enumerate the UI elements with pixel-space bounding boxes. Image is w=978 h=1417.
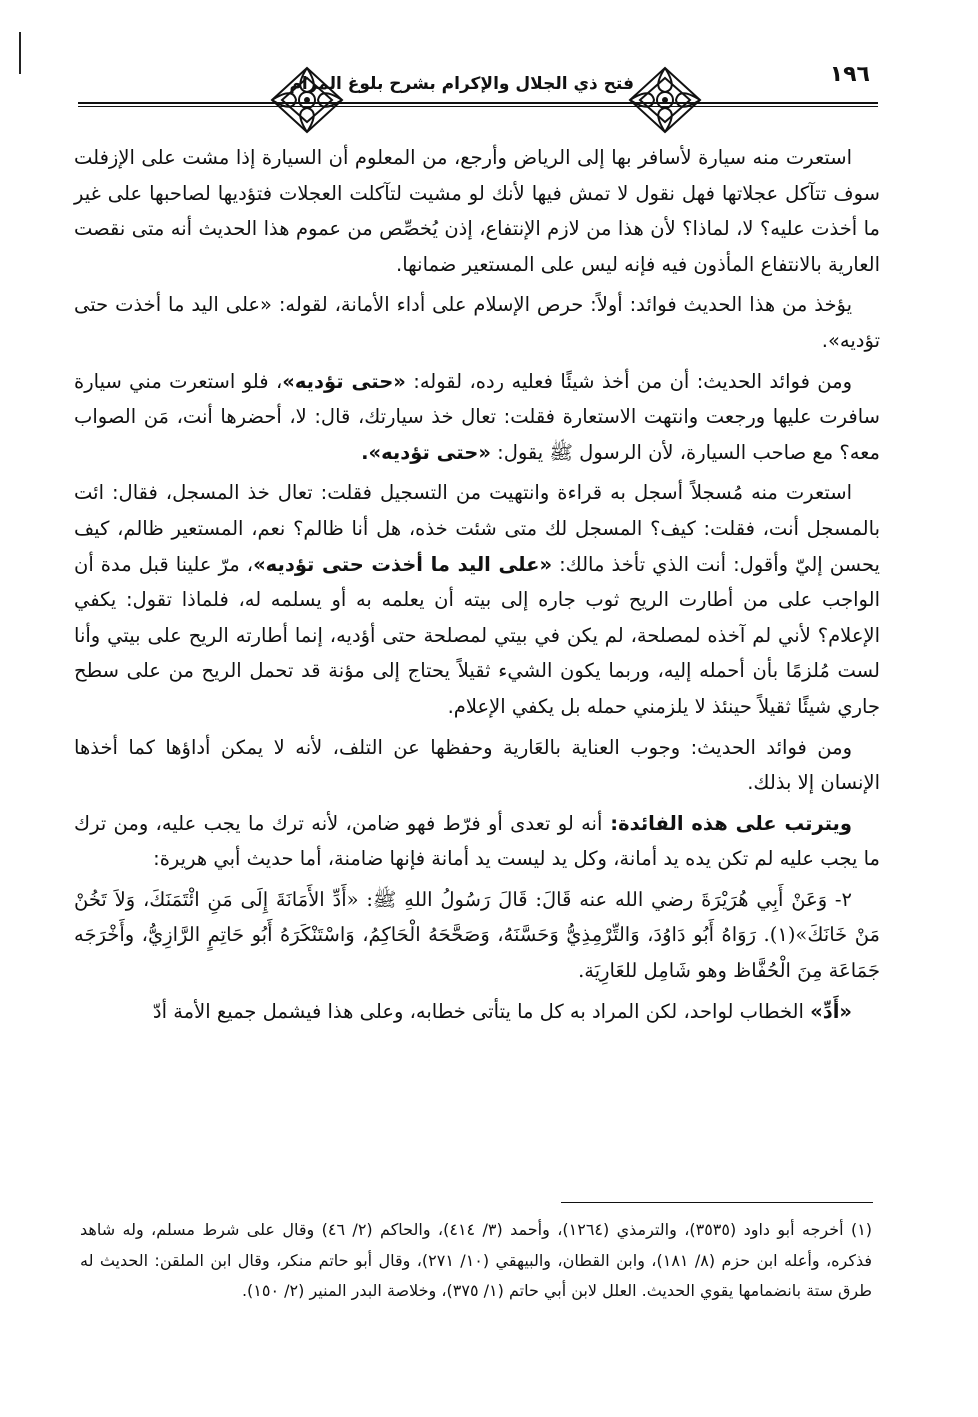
header-rule-top bbox=[78, 102, 878, 104]
ornament-right-icon bbox=[626, 64, 704, 136]
hadith-text: ٢- وَعَنْ أَبِي هُرَيْرَةَ رضي الله عنه قَالَ: قَالَ رَسُولُ اللهِ ﷺ: «أَدِّ الأَمَانَةَ إِلَى مَنِ ائْتَمَنَكَ، وَلاَ تَخُنْ مَنْ خَانَكَ»(١). رَوَاهُ أَبُو دَاوُدَ، وَالتِّرْمِذِيُّ وَحَسَّنَهُ، وَصَحَّحَهُ الْحَاكِمُ، وَاسْتَنْكَرَهُ أَبُو حَاتِمٍ الرَّازِيُّ، وأَخْرَجَه جَمَاعَة مِنَ الْحُفَّاظ وهو شَامِل للعَارِيَة. bbox=[74, 887, 881, 983]
quote-hatta-tuaddiyah-2: «حتى تؤديه». bbox=[361, 440, 491, 464]
paragraph-6-text: أنه لو تعدى أو فرّط فهو ضامن، لأنه ترك ما يجب عليه، ومن ترك ما يجب عليه لم تكن يده يد أمانة، وكل يد ليست يد أمانة فإنها ضامنة، أما حديث أبي هريرة: bbox=[74, 811, 880, 871]
paragraph-3 bbox=[74, 364, 880, 471]
paragraph-3-text-c: ، فلو استعرت مني سيارة سافرت عليها ورجعت وانتهت الاستعارة فقلت: تعال خذ سيارتك، قال: لا، أحضرها أنت، مَن الصواب معه؟ مع صاحب السيارة، لأن الرسول ﷺ يقول: bbox=[74, 369, 880, 464]
footnote-1: (١) أخرجه أبو داود (٣٥٣٥)، والترمذي (١٢٦٤)، وأحمد (٣/ ٤١٤)، والحاكم (٢/ ٤٦) وقال على شرط مسلم، وله شاهد فذكره، وأعله ابن حزم (٨/ ١٨١)، وابن القطان، والبيهقي (١٠/ ٢٧١)، وقال أبو حاتم منكر، وقال ابن الملقن: الحديث له طرق ستة بانضمامها يقوي الحديث. العلل لابن أبي حاتم (١/ ٣٧٥)، وخلاصة البدر المنير (٢/ ١٥٠). bbox=[80, 1220, 873, 1300]
margin-mark bbox=[19, 32, 21, 74]
main-text bbox=[74, 140, 880, 1034]
paragraph-4-text-c: ، مرّ علينا قبل مدة أن الواجب على من أطارت الريح ثوب جاره إلى بيته أن يعلمه به أو يسلمه له، فلماذا تقول: يكفي الإعلام؟ لأني لم آخذه لمصلحة، لم يكن في بيتي لمصلحة حتى أؤديه، إنما أطارته الريح على بيتي وأنا لست مُلزمًا بأن أحمله إليه، وربما يكون الشيء ثقيلاً يحتاج إلى مؤنة قد تحمل الريح من على سطح جاري شيئًا ثقيلاً حينئذ لا يلزمني حمله بل يكفي الإعلام. bbox=[74, 552, 880, 718]
paragraph-1: استعرت منه سيارة لأسافر بها إلى الرياض وأرجع، من المعلوم أن السيارة إذا مشت على الإزفلت سوف تتآكل عجلاتها فهل نقول لا تمش فيها لأنك لو مشيت لتآكلت العجلات فتؤديها لصاحبها على غير ما أخذت عليه؟ لا، لماذا؟ لأن هذا من لازم الإنتفاع، إذن يُخصِّص من عموم هذا الحديث أنه متى نقصت العارية بالانتفاع المأذون فيه فإنه ليس على المستعير ضمانها. bbox=[74, 146, 880, 276]
quote-hatta-tuaddiyah: «حتى تؤديه» bbox=[282, 369, 406, 393]
header-rule-bottom bbox=[78, 106, 878, 107]
paragraph-7-text: الخطاب لواحد، لكن المراد به كل ما يتأتى خطابه، وعلى هذا فيشمل جميع الأمة أدّ bbox=[152, 999, 811, 1023]
paragraph-6 bbox=[74, 806, 880, 877]
footnote-separator bbox=[561, 1202, 873, 1203]
paragraph-4-text-a: استعرت منه مُسجلاً أسجل به قراءة وانتهيت من التسجيل فقلت: تعال خذ المسجل، فقال: ائت بالمسجل أنت، فقلت: كيف؟ المسجل لك متى شئت خذه، هل أنا ظالم؟ نعم، المستعير ظالم، كيف يحسن إليّ وأقول: أنت الذي تأخذ مالك: bbox=[74, 481, 880, 576]
quote-ala-alyad: «على اليد ما أخذت حتى تؤديه» bbox=[253, 552, 553, 576]
footnotes bbox=[80, 1215, 872, 1307]
paragraph-4 bbox=[74, 475, 880, 724]
paragraph-3-text-a: ومن فوائد الحديث: أن من أخذ شيئًا فعليه رده، لقوله: bbox=[405, 369, 852, 393]
quote-add: «أَدِّ» bbox=[810, 999, 852, 1023]
paragraph-7 bbox=[74, 994, 880, 1030]
running-title: فتح ذي الجلال والإكرام بشرح بلوغ المرام bbox=[289, 74, 634, 94]
page-header bbox=[78, 58, 878, 140]
page-number: ١٩٦ bbox=[829, 62, 870, 87]
paragraph-5: ومن فوائد الحديث: وجوب العناية بالعَارية وحفظها عن التلف، لأنه لا يمكن أداؤها كما أخذها الإنسان إلا بذلك. bbox=[74, 735, 880, 795]
paragraph-6-lead: ويترتب على هذه الفائدة: bbox=[602, 811, 852, 835]
paragraph-2: يؤخذ من هذا الحديث فوائد: أولاً: حرص الإسلام على أداء الأمانة، لقوله: «على اليد ما أخذت حتى تؤديه». bbox=[74, 293, 880, 352]
